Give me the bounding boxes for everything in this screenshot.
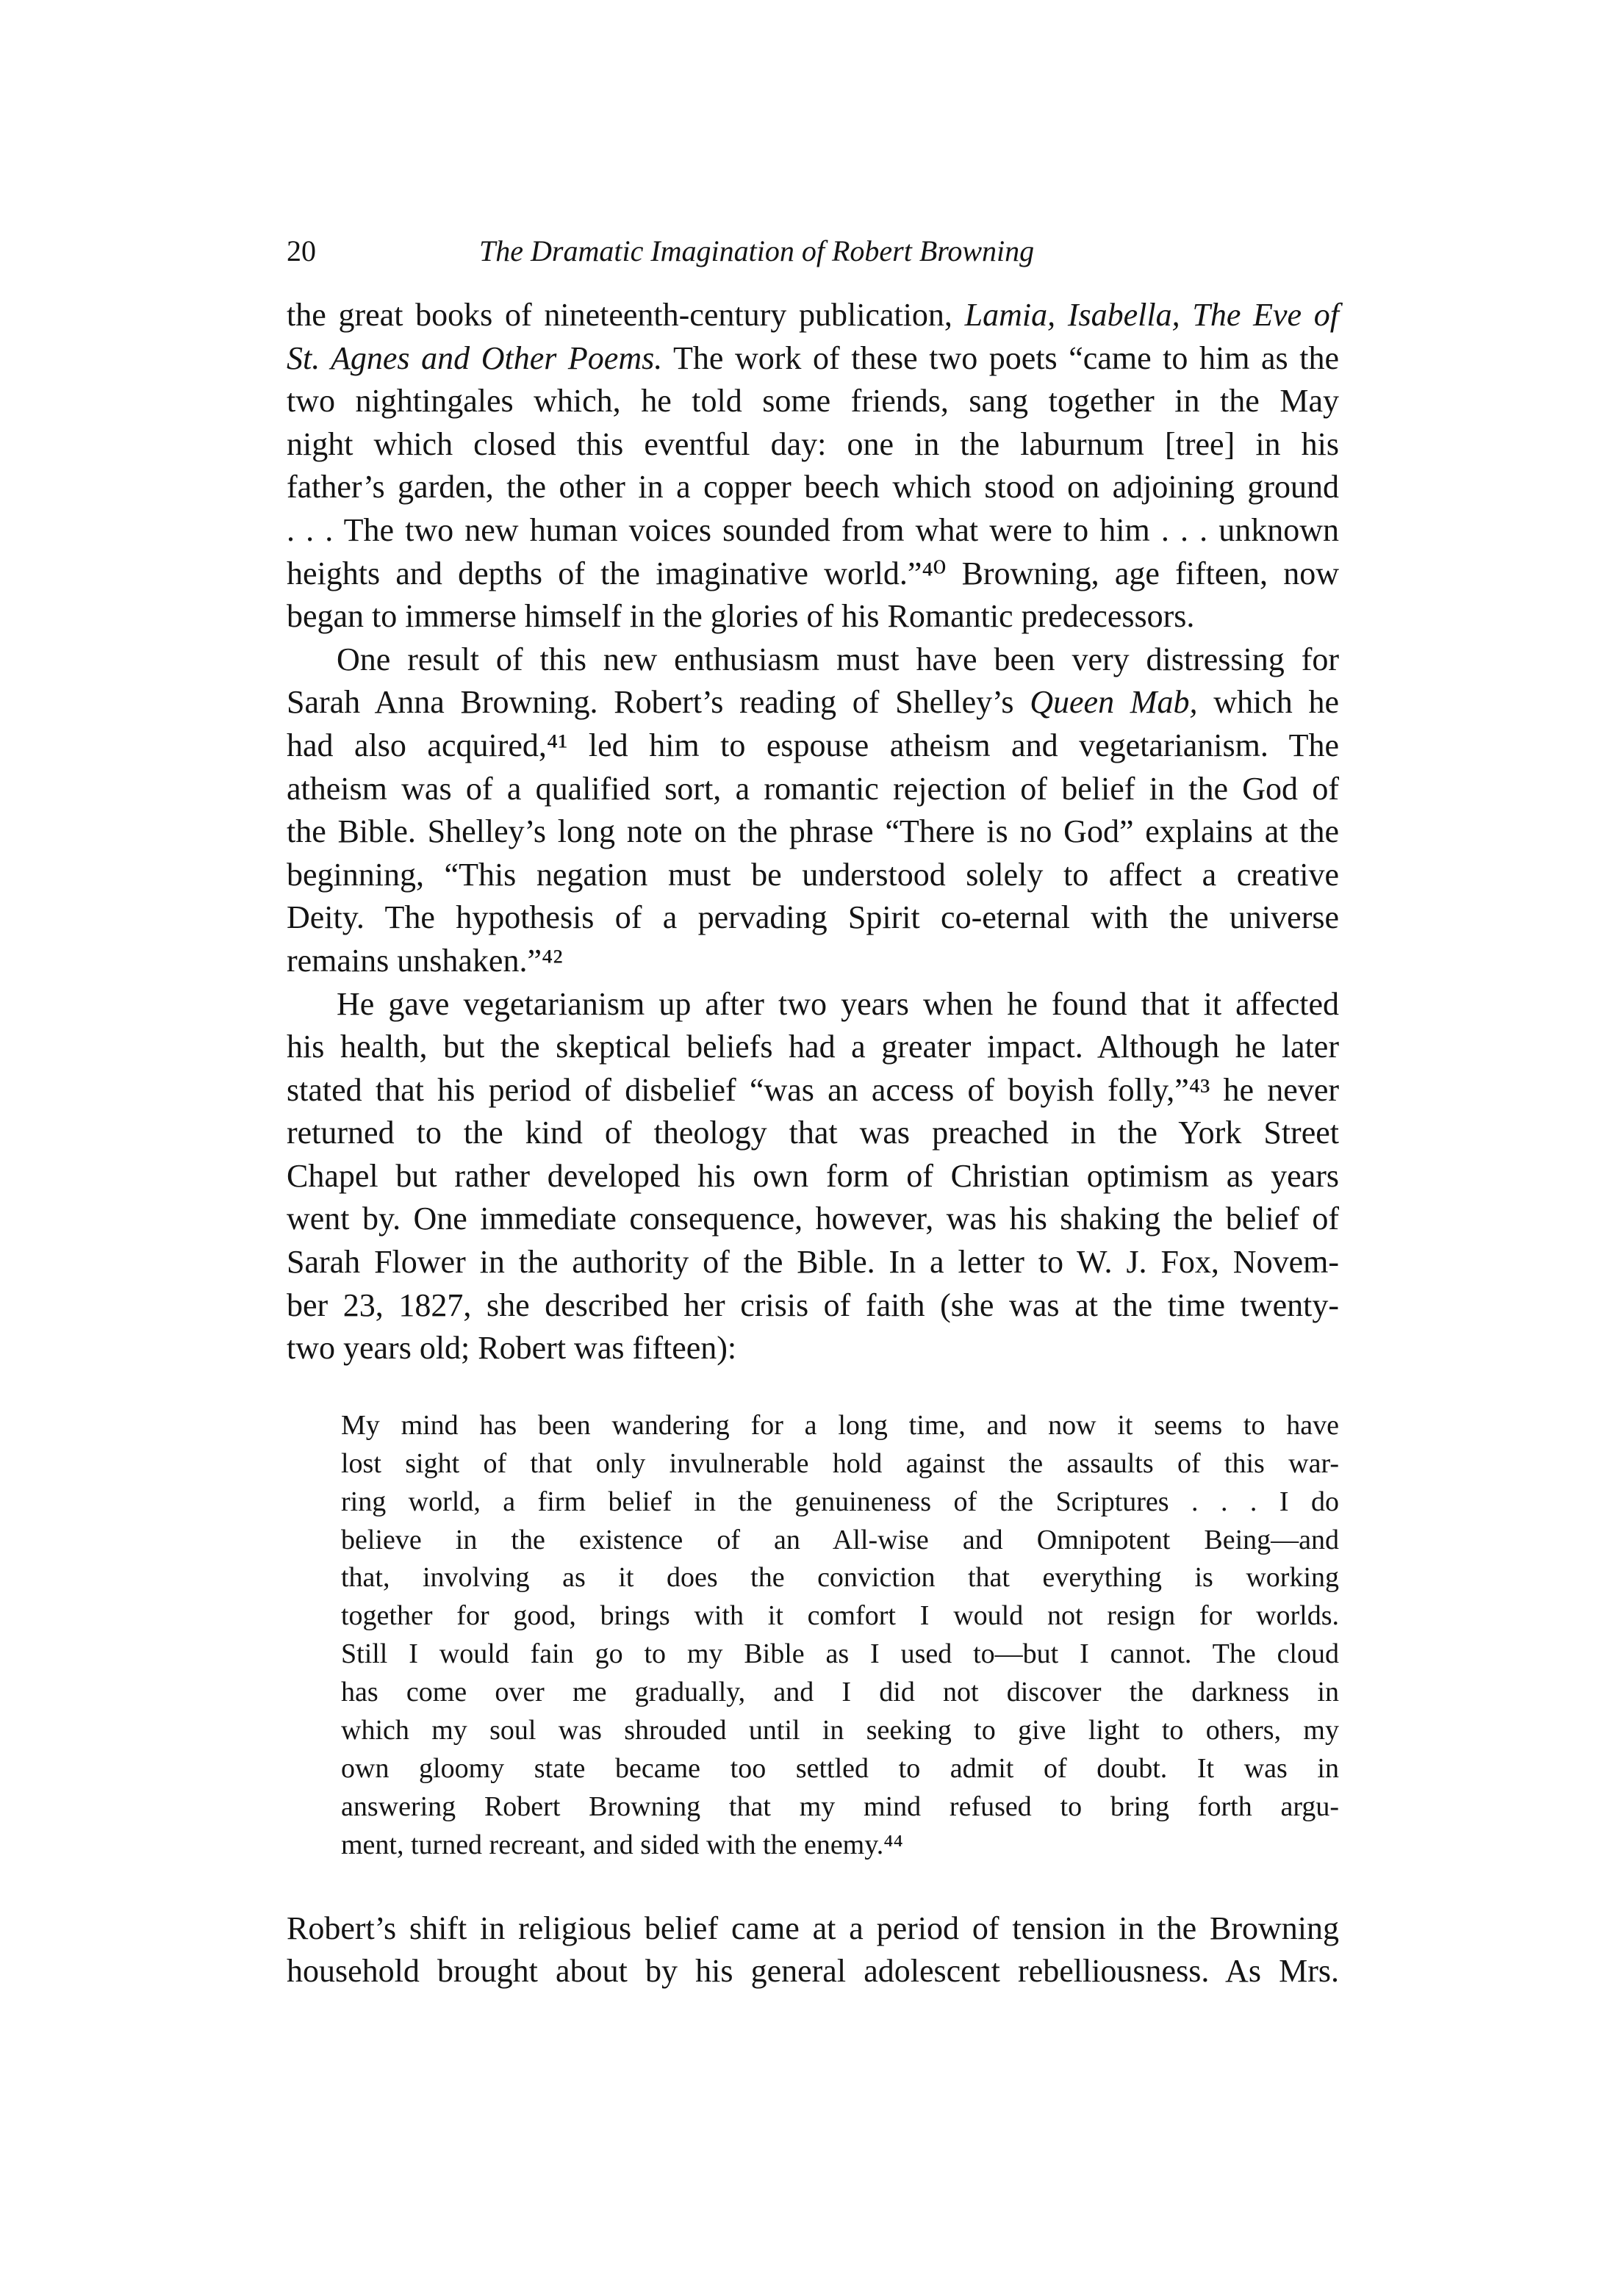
text-run: lost sight of that only invulnerable hold against the assaults of this war- (341, 1447, 1339, 1479)
text-line (287, 1155, 1339, 1198)
paragraph (287, 983, 1339, 1370)
quote-line (341, 1674, 1339, 1712)
text-line (287, 1026, 1339, 1069)
text-run: The work of these two poets “came to him as the (662, 339, 1339, 376)
text-line (287, 1327, 1339, 1370)
text-line (287, 810, 1339, 854)
text-line (287, 896, 1339, 940)
text-run: went by. One immediate consequence, however, was his shaking the belief of (287, 1201, 1339, 1237)
text-run: Deity. The hypothesis of a pervading Spirit co-eternal with the universe (287, 899, 1339, 936)
text-run: father’s garden, the other in a copper beech which stood on adjoining ground (287, 469, 1339, 505)
running-head: The Dramatic Imagination of Robert Browning (479, 234, 1035, 267)
quote-line (341, 1712, 1339, 1750)
text-run: . . . The two new human voices sounded from what were to him . . . unknown (287, 511, 1339, 548)
text-line (287, 854, 1339, 897)
text-line (287, 724, 1339, 768)
block-quotation (341, 1407, 1339, 1865)
text-line (287, 1198, 1339, 1241)
text-run: beginning, “This negation must be understood solely to affect a creative (287, 856, 1339, 893)
text-run: My mind has been wandering for a long time, and now it seems to have (341, 1409, 1339, 1441)
text-line (287, 1241, 1339, 1284)
text-run: Sarah Anna Browning. Robert’s reading of Shelley’s (287, 684, 1030, 721)
text-line (287, 768, 1339, 811)
text-run: that, involving as it does the conviction that everything is working (341, 1562, 1339, 1594)
page-number: 20 (287, 234, 316, 267)
text-run: the Bible. Shelley’s long note on the phrase “There is no God” explains at the (287, 813, 1339, 850)
quote-line (341, 1827, 1339, 1865)
text-line (287, 940, 1339, 983)
text-line (287, 1069, 1339, 1112)
quote-line (341, 1445, 1339, 1483)
text-run: remains unshaken.”⁴² (287, 942, 563, 979)
text-line (287, 1907, 1339, 1951)
text-run: heights and depths of the imaginative world.”⁴⁰ Browning, age fifteen, now (287, 555, 1339, 591)
text-run: the great books of nineteenth-century publication, (287, 297, 965, 333)
text-run: returned to the kind of theology that was preached in the York Street (287, 1115, 1339, 1151)
quote-line (341, 1483, 1339, 1522)
quote-line (341, 1788, 1339, 1827)
text-run: ment, turned recreant, and sided with the enemy.⁴⁴ (341, 1829, 903, 1860)
text-line (287, 681, 1339, 724)
text-run: stated that his period of disbelief “was an access of boyish folly,”⁴³ he never (287, 1071, 1339, 1108)
text-line (287, 509, 1339, 553)
text-run: atheism was of a qualified sort, a romantic rejection of belief in the God of (287, 770, 1339, 807)
quote-line (341, 1407, 1339, 1445)
text-line (287, 423, 1339, 467)
text-run: ring world, a firm belief in the genuineness of the Scriptures . . . I do (341, 1486, 1339, 1517)
body-text (287, 294, 1339, 1993)
paragraph (287, 638, 1339, 983)
page-header (287, 229, 1339, 273)
paragraph (287, 294, 1339, 638)
text-line (287, 1112, 1339, 1155)
text-run: Robert’s shift in religious belief came at a period of tension in the Browning (287, 1910, 1339, 1946)
text-run: night which closed this eventful day: one in the laburnum [tree] in his (287, 425, 1339, 462)
text-run: Still I would fain go to my Bible as I used to—but I cannot. The cloud (341, 1638, 1339, 1670)
text-run: Sarah Flower in the authority of the Bible. In a letter to W. J. Fox, Novem- (287, 1244, 1339, 1281)
text-run: his health, but the skeptical beliefs had a greater impact. Although he later (287, 1029, 1339, 1065)
italic-title: Queen Mab, (1030, 684, 1198, 721)
text-run: household brought about by his general adolescent rebelliousness. As Mrs. (287, 1953, 1339, 1990)
text-run: which my soul was shrouded until in seeking to give light to others, my (341, 1714, 1339, 1746)
text-run: One result of this new enthusiasm must have been very distressing for (337, 641, 1339, 677)
text-line (287, 380, 1339, 423)
text-run: began to immerse himself in the glories of his Romantic predecessors. (287, 598, 1195, 635)
text-line (287, 1950, 1339, 1993)
text-run: had also acquired,⁴¹ led him to espouse atheism and vegetarianism. The (287, 727, 1339, 763)
text-line (287, 638, 1339, 682)
text-run: Chapel but rather developed his own form of Christian optimism as years (287, 1157, 1339, 1194)
text-run: has come over me gradually, and I did not discover the darkness in (341, 1677, 1339, 1708)
text-line (287, 294, 1339, 337)
text-run: which he (1197, 684, 1339, 721)
quote-line (341, 1522, 1339, 1560)
quote-line (341, 1559, 1339, 1597)
text-line (287, 983, 1339, 1026)
text-line (287, 337, 1339, 381)
text-run: believe in the existence of an All-wise and Omnipotent Being—and (341, 1524, 1339, 1555)
text-line (287, 553, 1339, 596)
text-line (287, 595, 1339, 638)
text-run: He gave vegetarianism up after two years when he found that it affected (337, 985, 1339, 1022)
text-run: answering Robert Browning that my mind refused to bring forth argu- (341, 1791, 1339, 1822)
paragraph (287, 1907, 1339, 1993)
italic-title: St. Agnes and Other Poems. (287, 339, 663, 376)
text-line (287, 466, 1339, 509)
text-run: own gloomy state became too settled to admit of doubt. It was in (341, 1752, 1339, 1784)
text-line (287, 1284, 1339, 1328)
quote-line (341, 1597, 1339, 1635)
text-run: two nightingales which, he told some friends, sang together in the May (287, 383, 1339, 420)
quote-line (341, 1750, 1339, 1788)
italic-title: Lamia, Isabella, The Eve of (964, 297, 1339, 333)
quote-line (341, 1635, 1339, 1674)
text-run: two years old; Robert was fifteen): (287, 1330, 737, 1367)
text-run: together for good, brings with it comfort I would not resign for worlds. (341, 1600, 1339, 1632)
text-run: ber 23, 1827, she described her crisis of faith (she was at the time twenty- (287, 1286, 1339, 1323)
